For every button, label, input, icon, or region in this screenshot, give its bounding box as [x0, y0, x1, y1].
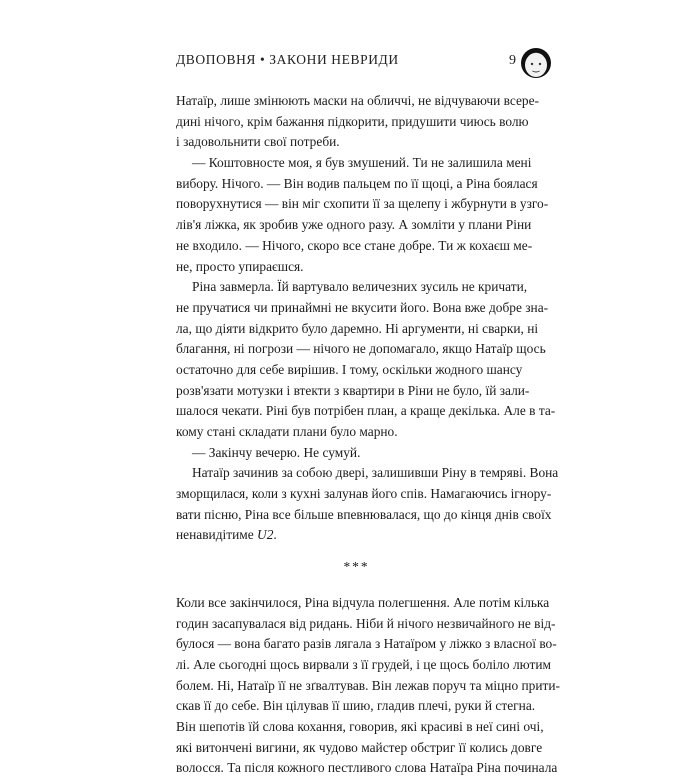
text-line: не входило. — Нічого, скоро все стане добре. Ти ж кохаєш ме- — [176, 237, 533, 253]
body-text — [176, 91, 560, 779]
text-line: лів'я ліжка, як зробив уже одного разу. А зомліти у плани Ріни — [176, 217, 532, 233]
text-line: ла, що діяти відкрито було даремно. Ні аргументи, ні сварки, ні — [176, 320, 539, 336]
text-line: лі. Але сьогодні щось вирвали з її грудей, і це щось боліло лютим — [176, 656, 551, 672]
text-fragment: ненавидітиме — [176, 527, 258, 543]
moon-face-icon — [519, 42, 553, 82]
text-line: волосся. Та після кожного пестливого слова Натаїра Ріна починала — [176, 760, 558, 776]
text-line: — Закінчу вечерю. Не сумуй. — [192, 444, 361, 460]
text-line: вати пісню, Ріна все більше впевнювалася, що до кінця днів своїх — [176, 506, 552, 522]
text-line: не пручатися чи принаймні не вкусити його. Вона вже добре зна- — [176, 299, 549, 315]
section-separator: *** — [343, 559, 370, 575]
text-line: — Коштовносте моя, я був змушений. Ти не залишила мені — [192, 155, 532, 171]
text-line: Натаїр зачинив за собою двері, залишивши Ріну в темряві. Вона — [192, 465, 559, 481]
page-number: 9 — [509, 53, 516, 68]
text-line: Він шепотів їй слова кохання, говорив, які красиві в неї сині очі, — [176, 718, 544, 734]
text-line-final — [176, 525, 521, 546]
text-line: Ріна завмерла. Їй вартувало величезних зусиль не кричати, — [192, 279, 528, 295]
text-line: вибору. Нічого. — Він водив пальцем по її щоці, а Ріна боялася — [176, 175, 538, 191]
text-line: шалося чекати. Ріні був потрібен план, а краще декілька. Але в та- — [176, 403, 556, 419]
text-line: годин засапувалася від ридань. Ніби й нічого незвичайного не від- — [176, 615, 556, 631]
text-line: болем. Ні, Натаїр її не зґвалтував. Він лежав поруч та міцно прити- — [176, 677, 560, 693]
text-line: булося — вона багато разів лягала з Натаїром у ліжко з власної во- — [176, 636, 557, 652]
text-line: розв'язати мотузки і втекти з квартири в Ріни не було, їй зали- — [176, 382, 530, 398]
running-head: ДВОПОВНЯ • ЗАКОНИ НЕВРИДИ — [176, 52, 399, 67]
text-line: поворухнутися — він міг схопити її за щелепу і жбурнути в узго- — [176, 196, 549, 212]
text-line: Натаїр, лише змінюють маски на обличчі, не відчуваючи всере- — [176, 93, 540, 108]
text-line: кому стані складати плани було марно. — [176, 424, 398, 439]
text-line: зморщилася, коли з кухні залунав його спів. Намагаючись ігнору- — [176, 486, 552, 502]
text-line: і задовольнити свої потреби. — [176, 134, 340, 150]
band-name: U2 — [257, 527, 274, 543]
text-line: не, просто упираєшся. — [176, 258, 304, 274]
page-header — [176, 52, 516, 70]
text-line: скав її до себе. Він цілував її шию, гладив плечі, руки й стегна. — [176, 698, 536, 714]
text-line: дині нічого, крім бажання підкорити, придушити чиюсь волю — [176, 113, 529, 129]
text-line: остаточно для себе вирішив. І тому, оскільки жодного шансу — [176, 361, 523, 377]
text-fragment: . — [273, 527, 277, 543]
text-line: які витончені вигини, як чудово майстер обстриг її колись довге — [176, 739, 543, 755]
text-line: Коли все закінчилося, Ріна відчула полегшення. Але потім кілька — [176, 594, 550, 610]
text-line: благання, ні погрози — нічого не допомагало, якщо Натаїр щось — [176, 341, 546, 357]
